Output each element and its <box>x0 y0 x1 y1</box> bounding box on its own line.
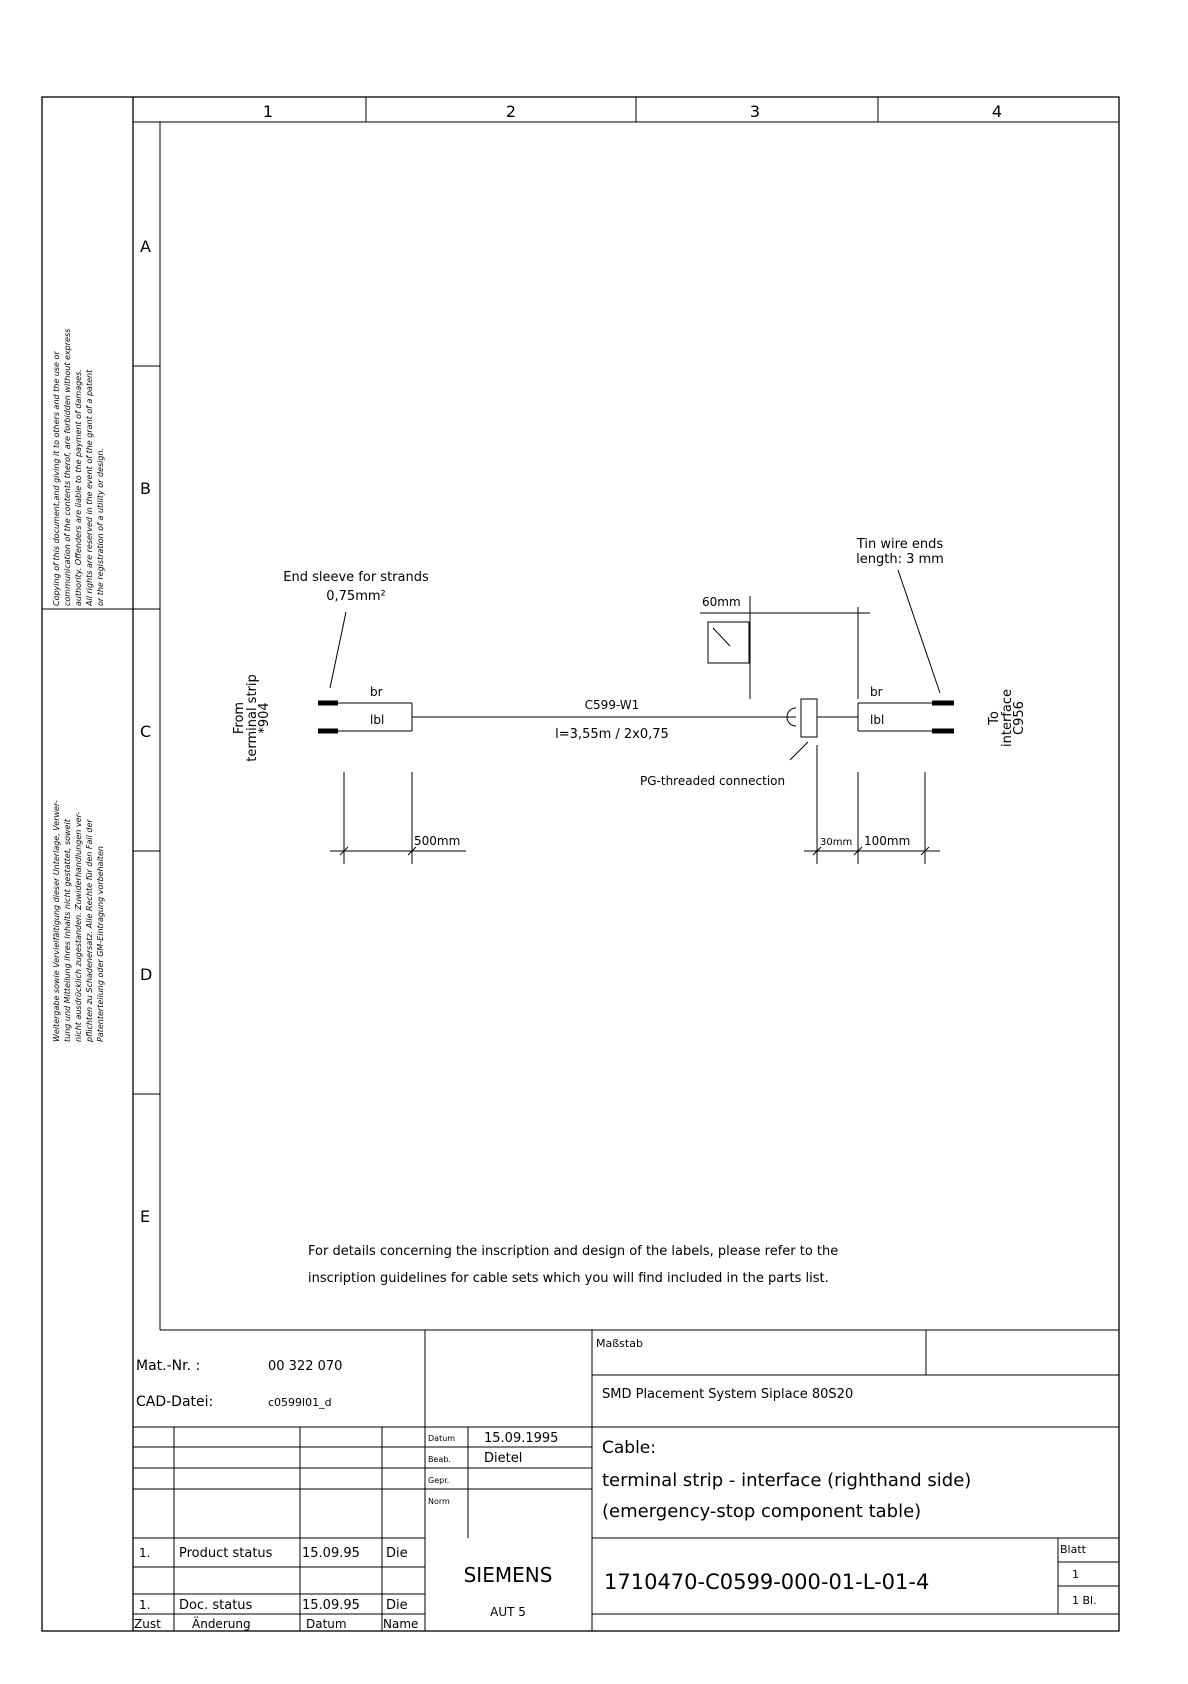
tin-wire-leader <box>898 570 940 693</box>
note-line-1: For details concerning the inscription and design of the labels, please refer to the <box>308 1244 839 1259</box>
cable-spec-label: l=3,55m / 2x0,75 <box>555 727 669 742</box>
row-label-e: E <box>140 1207 151 1226</box>
dim-30-label: 30mm <box>820 837 853 848</box>
mat-nr-label: Mat.-Nr. : <box>136 1358 201 1374</box>
to-label-interface: interface <box>1000 689 1015 747</box>
datum-value: 15.09.1995 <box>484 1431 559 1446</box>
document-number: 1710470-C0599-000-01-L-01-4 <box>604 1570 930 1594</box>
cad-file-label: CAD-Datei: <box>136 1394 214 1410</box>
division-name: AUT 5 <box>490 1605 526 1619</box>
svg-text:All rights are reserved in the: All rights are reserved in the event of the grant of a patent <box>85 369 94 606</box>
sheet-number: 1 <box>1072 1568 1079 1581</box>
from-label: From <box>232 701 247 735</box>
beab-label: Beab. <box>428 1455 451 1464</box>
sleeve-detail-arrow <box>713 628 730 646</box>
hdr-name: Name <box>383 1617 419 1631</box>
pg-leader <box>790 742 808 760</box>
hdr-datum: Datum <box>306 1617 347 1631</box>
drawing-title-2: terminal strip - interface (righthand side) <box>602 1470 972 1491</box>
system-name: SMD Placement System Siplace 80S20 <box>602 1387 854 1402</box>
rev1-date: 15.09.95 <box>302 1546 360 1561</box>
rev1-status: 1. <box>139 1546 151 1560</box>
rev1-name: Die <box>386 1546 408 1561</box>
rev2-status: 1. <box>139 1598 151 1612</box>
right-wire-lbl-label: lbl <box>870 713 885 727</box>
svg-text:or the registration of a utili: or the registration of a utility or design. <box>96 447 105 606</box>
rev1-text: Product status <box>179 1546 273 1561</box>
svg-text:nicht ausdrücklich zugestanden: nicht ausdrücklich zugestanden. Zuwiderhandlungen ver- <box>74 811 83 1042</box>
sheet-label: Blatt <box>1060 1543 1086 1556</box>
column-label-4: 4 <box>991 102 1003 121</box>
row-label-c: C <box>140 722 152 741</box>
dim-500-label: 500mm <box>414 834 461 848</box>
company-name: SIEMENS <box>463 1563 553 1587</box>
from-label-terminal: terminal strip <box>245 674 260 762</box>
svg-text:Copying of this document,and g: Copying of this document,and giving it to others and the use or <box>52 351 61 606</box>
left-wire-lbl-label: lbl <box>370 713 385 727</box>
tin-wire-length: length: 3 mm <box>856 552 944 567</box>
end-sleeve-label: End sleeve for strands <box>283 570 429 585</box>
svg-text:Patenterteilung oder GM-Eintra: Patenterteilung oder GM-Eintragung vorbehalten <box>96 846 105 1042</box>
gepr-label: Gepr. <box>428 1476 450 1485</box>
svg-text:tung und Mitteilung ihres Inha: tung und Mitteilung ihres Inhalts nicht gestattet, soweit <box>63 819 72 1042</box>
hdr-zust: Zust <box>134 1617 161 1631</box>
drawing-title-3: (emergency-stop component table) <box>602 1501 922 1522</box>
right-wire-br-label: br <box>870 685 883 699</box>
svg-text:communication of the contents: communication of the contents therof, are forbidden without express <box>63 328 72 606</box>
row-label-a: A <box>140 237 151 256</box>
dim-60-label: 60mm <box>702 595 741 609</box>
norm-label: Norm <box>428 1497 450 1506</box>
pg-connection-label: PG-threaded connection <box>640 774 786 788</box>
beab-value: Dietel <box>484 1451 523 1466</box>
hdr-aenderung: Änderung <box>192 1617 251 1631</box>
rev2-text: Doc. status <box>179 1598 253 1613</box>
cable-diagram <box>232 537 1027 864</box>
scale-label: Maßstab <box>596 1337 643 1350</box>
column-label-3: 3 <box>749 102 761 121</box>
note-line-2: inscription guidelines for cable sets which you will find included in the parts list. <box>308 1271 829 1286</box>
column-label-1: 1 <box>262 102 274 121</box>
rev2-date: 15.09.95 <box>302 1598 360 1613</box>
end-sleeve-leader <box>330 612 346 688</box>
to-label-id: C956 <box>1012 701 1027 735</box>
from-label-id: *904 <box>257 702 272 734</box>
mat-nr-value: 00 322 070 <box>268 1359 343 1374</box>
datum-label: Datum <box>428 1434 456 1443</box>
tin-wire-label: Tin wire ends <box>856 537 944 552</box>
dim-100-label: 100mm <box>864 834 911 848</box>
sheet-count: 1 Bl. <box>1072 1594 1097 1607</box>
svg-text:pflichten zu Schadenersatz. Al: pflichten zu Schadenersatz. Alle Rechte für den Fall der <box>85 819 94 1042</box>
row-label-b: B <box>140 479 151 498</box>
column-label-2: 2 <box>505 102 517 121</box>
cad-file-value: c0599l01_d <box>268 1396 332 1409</box>
copyright-notice-de <box>52 800 105 1043</box>
left-wire-br-label: br <box>370 685 383 699</box>
svg-text:Weitergabe sowie Vervielfältig: Weitergabe sowie Vervielfältigung dieser Unterlage, Verwer- <box>52 800 61 1042</box>
copyright-notice-en <box>52 329 105 607</box>
svg-text:authority. Offenders are liabl: authority. Offenders are liable to the payment of damages. <box>74 369 83 606</box>
row-label-d: D <box>140 965 153 984</box>
end-sleeve-size: 0,75mm² <box>326 589 386 604</box>
rev2-name: Die <box>386 1598 408 1613</box>
to-label: To <box>987 711 1002 725</box>
pg-connection-body <box>801 699 817 737</box>
drawing-title-1: Cable: <box>602 1438 656 1458</box>
sleeve-detail-box <box>708 622 749 663</box>
cable-id-label: C599-W1 <box>584 698 640 712</box>
